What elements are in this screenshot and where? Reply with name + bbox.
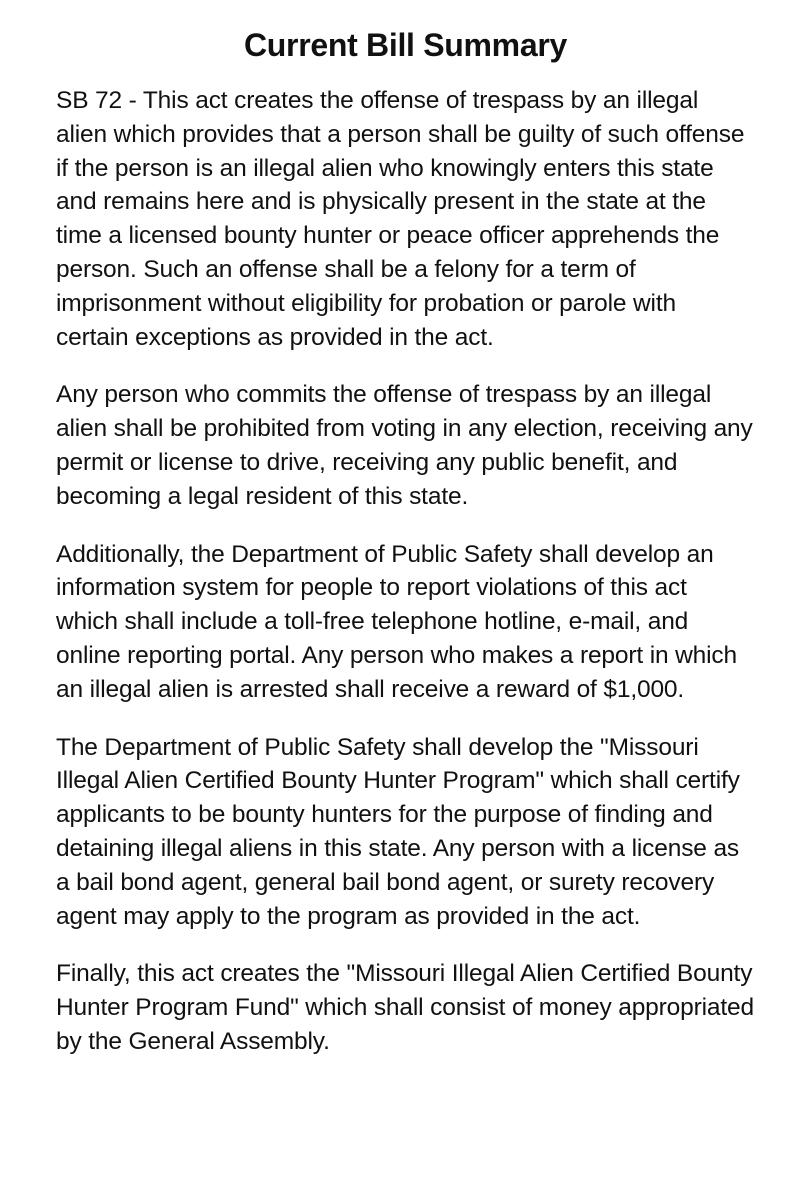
summary-paragraph-program-fund: Finally, this act creates the "Missouri Illegal Alien Certified Bounty Hunter Program Fund" which shall consist of money appropriated by the General Assembly.	[56, 960, 754, 1055]
summary-paragraph-reporting-system: Additionally, the Department of Public Safety shall develop an information system for people to report violations of this act which shall include a toll-free telephone hotline, e-mail, and online reporting portal. Any person who makes a report in which an illegal alien is arrested shall receive a reward of $1,000.	[56, 540, 738, 703]
page-title: Current Bill Summary	[244, 27, 567, 63]
summary-paragraph-prohibitions: Any person who commits the offense of trespass by an illegal alien shall be prohibited from voting in any election, receiving any permit or license to drive, receiving any public benefit, and becoming a legal resident of this state.	[56, 381, 753, 510]
summary-paragraph-offense: SB 72 - This act creates the offense of trespass by an illegal alien which provides that a person shall be guilty of such offense if the person is an illegal alien who knowingly enters this state and remains here and is physically present in the state at the time a licensed bounty hunter or peace officer apprehends the person. Such an offense shall be a felony for a term of imprisonment without eligibility for probation or parole with certain exceptions as provided in the act.	[56, 87, 745, 351]
summary-paragraph-bounty-hunter-program: The Department of Public Safety shall develop the "Missouri Illegal Alien Certified Bounty Hunter Program" which shall certify applicants to be bounty hunters for the purpose of finding and detaining illegal aliens in this state. Any person with a license as a bail bond agent, general bail bond agent, or surety recovery agent may apply to the program as provided in the act.	[56, 733, 740, 930]
